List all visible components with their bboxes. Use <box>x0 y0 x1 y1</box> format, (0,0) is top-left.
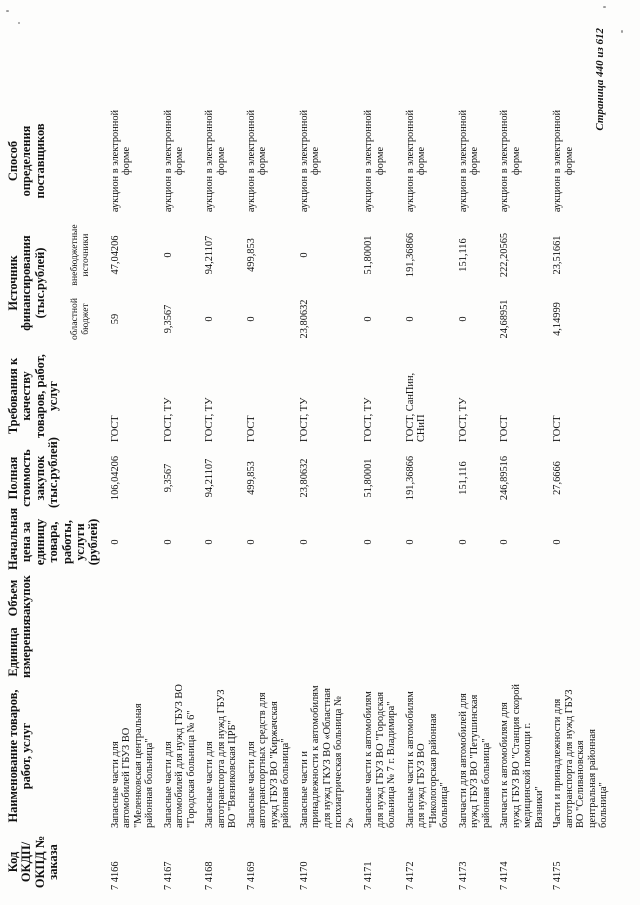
row-financing-regional: 0 <box>204 316 216 322</box>
row-method: аукцион в электронной форме <box>298 109 322 213</box>
header-price: Начальная цена за единицу товара, работы, услуги (рублей) <box>6 507 101 570</box>
scan-speck <box>18 22 20 24</box>
header-total: Полная стоимость закупок (тыс.рублей) <box>6 437 61 508</box>
row-financing-extra: 47,04206 <box>109 235 121 275</box>
table-body <box>105 103 612 893</box>
row-code: 7 4170 <box>298 861 310 890</box>
row-price: 0 <box>457 539 469 545</box>
row-total: 94,21107 <box>204 458 216 498</box>
table-row <box>158 103 200 893</box>
row-name: Запасные части к автомобилям для нужд ГБУЗ ВО "Никологорская районная больница" <box>404 691 451 828</box>
row-name: Запасные части для автомобилей для нужд ГБУЗ ВО "Городская больница № 6" <box>162 684 197 828</box>
row-name: Запчасти для автомобилей для нужд ГБУЗ ВО "Петушинская районная больница" <box>457 693 492 828</box>
row-total: 246,89516 <box>499 455 511 501</box>
row-price: 0 <box>499 539 511 545</box>
table-row <box>358 103 400 893</box>
row-code: 7 4174 <box>499 861 511 890</box>
row-requirements: ГОСТ, СанПин, СНиП <box>404 372 428 442</box>
row-volume <box>158 573 200 623</box>
row-name: Запасные части для автотранспорта для нужд ГБУЗ ВО "Вязниковская ЦРБ" <box>204 689 239 828</box>
table-row <box>494 103 547 893</box>
row-price: 0 <box>298 539 310 545</box>
table-row <box>400 103 453 893</box>
row-financing-extra: 94,21107 <box>204 235 216 275</box>
row-unit <box>547 623 612 681</box>
row-code: 7 4167 <box>162 861 174 890</box>
row-price: 0 <box>162 539 174 545</box>
row-financing-extra: 222,20565 <box>499 232 511 278</box>
row-volume <box>494 573 547 623</box>
row-volume <box>199 573 241 623</box>
row-unit <box>453 623 495 681</box>
row-unit <box>241 623 294 681</box>
row-name: Запасные части для автотранспортных средств для нужд ГБУЗ ВО "Киржачская районная больница" <box>245 692 292 828</box>
header-requirements: Требования к качеству товаров, работ, услуг <box>6 354 61 438</box>
row-requirements: ГОСТ, ТУ <box>457 397 469 442</box>
row-code: 7 4166 <box>109 861 121 890</box>
row-method: аукцион в электронной форме <box>499 109 522 213</box>
scan-speck <box>603 6 606 8</box>
row-financing-regional: 0 <box>363 316 375 322</box>
table-row <box>241 103 294 893</box>
header-financing: Источник финансирования (тыс.рублей) <box>6 235 47 331</box>
header-name: Наименование товаров, работ, услуг <box>6 689 34 823</box>
row-total: 27,6666 <box>552 461 564 495</box>
table-row <box>453 103 495 893</box>
row-requirements: ГОСТ <box>552 415 564 442</box>
row-method: аукцион в электронной форме <box>552 109 575 213</box>
table-row <box>294 103 359 893</box>
row-financing-regional: 59 <box>109 313 121 325</box>
row-price: 0 <box>204 539 216 545</box>
row-price: 0 <box>245 539 257 545</box>
row-financing-extra: 151,116 <box>457 238 469 272</box>
row-financing-regional: 0 <box>245 316 257 322</box>
page-number: Страница 440 из 612 <box>594 28 606 131</box>
row-method: аукцион в электронной форме <box>204 109 227 213</box>
row-total: 151,116 <box>457 461 469 495</box>
row-financing-regional: 24,68951 <box>499 299 511 339</box>
row-requirements: ГОСТ, ТУ <box>204 397 216 442</box>
row-financing-extra: 51,80001 <box>363 235 375 275</box>
header-volume: Объем закупок <box>6 575 34 620</box>
row-method: аукцион в электронной форме <box>457 109 481 213</box>
procurement-table <box>6 103 612 893</box>
row-volume <box>105 573 158 623</box>
header-method: Способ определения поставщиков <box>6 123 47 199</box>
scan-speck <box>621 30 623 33</box>
row-unit <box>358 623 400 681</box>
row-code: 7 4171 <box>363 861 375 890</box>
row-requirements: ГОСТ <box>499 415 511 442</box>
row-price: 0 <box>404 539 416 545</box>
row-financing-extra: 0 <box>162 252 174 258</box>
row-total: 106,04206 <box>109 455 121 501</box>
row-price: 0 <box>109 539 121 545</box>
row-unit <box>158 623 200 681</box>
row-financing-extra: 499,853 <box>245 238 257 272</box>
row-volume <box>358 573 400 623</box>
row-financing-regional: 0 <box>457 316 469 322</box>
row-name: Запасные части для автомобилей ГБУЗ ВО "Меленковская центральная районная больница" <box>109 703 156 828</box>
row-code: 7 4175 <box>552 861 564 890</box>
row-unit <box>199 623 241 681</box>
row-price: 0 <box>363 539 375 545</box>
row-volume <box>547 573 612 623</box>
row-requirements: ГОСТ, ТУ <box>162 397 174 442</box>
header-financing-regional: областной бюджет <box>69 298 92 341</box>
row-code: 7 4169 <box>245 861 257 890</box>
row-total: 9,3567 <box>162 463 174 493</box>
row-code: 7 4173 <box>457 861 469 890</box>
row-name: Запасные части и принадлежности к автомобилям для нужд ГКУЗ ВО «Областная психиатрическая больница № 2» <box>298 685 356 828</box>
header-code: Код ОКДП/ ОКПД № заказа <box>6 835 61 889</box>
row-total: 51,80001 <box>363 458 375 498</box>
row-method: аукцион в электронной форме <box>109 109 133 213</box>
row-total: 499,853 <box>245 461 257 495</box>
header-row <box>6 103 67 893</box>
header-unit: Единица измерения <box>6 618 34 678</box>
row-unit <box>400 623 453 681</box>
row-requirements: ГОСТ, ТУ <box>363 397 375 442</box>
row-volume <box>400 573 453 623</box>
row-volume <box>241 573 294 623</box>
row-financing-regional: 4,14999 <box>552 302 564 336</box>
row-financing-regional: 23,80632 <box>298 299 310 339</box>
row-name: Запасные части к автомобилям для нужд ГБУЗ ВО "Городская больница № 7 г. Владимира" <box>363 691 398 828</box>
row-method: аукцион в электронной форме <box>162 109 186 213</box>
row-method: аукцион в электронной форме <box>363 109 386 213</box>
row-financing-extra: 23,51661 <box>552 235 564 275</box>
row-total: 23,80632 <box>298 458 310 498</box>
table-row <box>105 103 158 893</box>
table-row <box>199 103 241 893</box>
row-requirements: ГОСТ <box>245 415 257 442</box>
row-financing-extra: 0 <box>298 252 310 258</box>
row-financing-regional: 9,3567 <box>162 304 174 334</box>
row-unit <box>105 623 158 681</box>
row-requirements: ГОСТ <box>109 415 121 442</box>
row-volume <box>294 573 359 623</box>
row-code: 7 4168 <box>204 861 216 890</box>
row-code: 7 4172 <box>404 861 416 890</box>
row-volume <box>453 573 495 623</box>
row-name: Запчасти к автомобилям для нужд ГБУЗ ВО "Станция скорой медицинской помощи г. Вязники" <box>499 684 545 828</box>
row-price: 0 <box>552 539 564 545</box>
row-total: 191,36866 <box>404 455 416 501</box>
row-method: аукцион в электронной форме <box>404 109 428 213</box>
row-requirements: ГОСТ, ТУ <box>298 397 310 442</box>
row-unit <box>494 623 547 681</box>
table-row <box>547 103 612 893</box>
row-financing-extra: 191,36866 <box>404 232 416 278</box>
row-method: аукцион в электронной форме <box>245 109 269 213</box>
header-financing-extra: внебюджетные источники <box>69 224 92 286</box>
row-financing-regional: 0 <box>404 316 416 322</box>
row-name: Части и принадлежности для автотранспорта для нужд ГБУЗ ВО "Селивановская центральная районная больница" <box>552 689 610 828</box>
row-unit <box>294 623 359 681</box>
scan-speck <box>6 10 9 12</box>
